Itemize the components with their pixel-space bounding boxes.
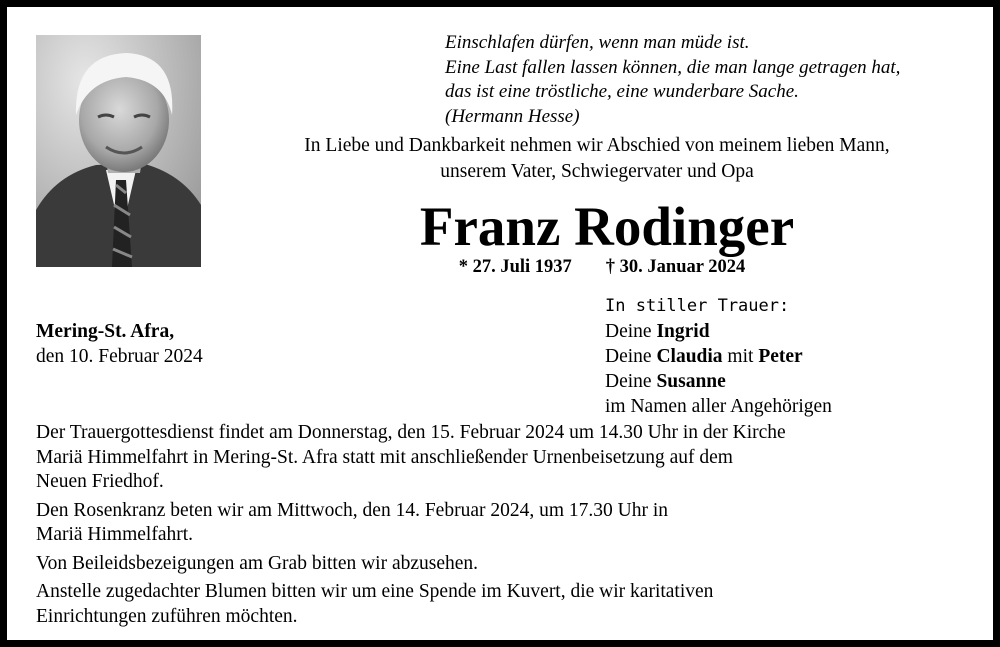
poem-quote [445,31,985,130]
mourner-name: Ingrid [656,321,710,342]
mourner-line [605,344,832,369]
mourner-prefix: Deine [605,371,652,392]
place-and-date [36,319,203,369]
portrait-image [36,35,201,267]
mourner-prefix: Deine [605,321,652,342]
life-dates [217,257,987,278]
intro-line: In Liebe und Dankbarkeit nehmen wir Abschied von meinem lieben Mann, [304,135,890,156]
service-details [36,421,986,633]
intro-line: unserem Vater, Schwiegervater und Opa [440,160,754,182]
quote-line: Einschlafen dürfen, wenn man müde ist. [445,32,750,53]
text-line: Der Trauergottesdienst findet am Donnerstag, den 15. Februar 2024 um 14.30 Uhr in der Kirche [36,422,786,443]
death-date: † 30. Januar 2024 [605,257,746,277]
text-line: Mariä Himmelfahrt in Mering-St. Afra statt mit anschließender Urnenbeisetzung auf dem [36,446,733,468]
rosary-paragraph [36,499,986,548]
text-line: Den Rosenkranz beten wir am Mittwoch, den 14. Februar 2024, um 17.30 Uhr in [36,499,668,521]
text-line: Von Beileidsbezeigungen am Grab bitten wir abzusehen. [36,552,479,574]
text-line: Einrichtungen zuführen möchten. [36,605,298,627]
quote-author: (Hermann Hesse) [445,106,580,128]
birth-date: * 27. Juli 1937 [458,257,572,277]
mourner-name: Susanne [656,371,726,392]
service-paragraph [36,421,986,495]
text-line: Anstelle zugedachter Blumen bitten wir um eine Spende im Kuvert, die wir karitativen [36,581,714,602]
mourners-list [605,294,832,419]
mourners-heading: In stiller Trauer: [605,296,790,316]
quote-line: Eine Last fallen lassen können, die man lange getragen hat, [445,56,901,78]
donation-paragraph [36,580,986,629]
quote-line: das ist eine tröstliche, eine wunderbare Sache. [445,81,799,103]
portrait-photo [36,35,201,267]
text-line: Neuen Friedhof. [36,471,164,492]
mourner-line [605,319,832,344]
deceased-name: Franz Rodinger [419,196,795,257]
condolences-paragraph [36,552,986,577]
mourner-name: Claudia [656,346,723,367]
mourner-prefix: Deine [605,346,652,367]
intro-text [217,133,977,184]
mourner-relatives: im Namen aller Angehörigen [605,396,832,417]
text-line: Mariä Himmelfahrt. [36,524,194,545]
notice-date: den 10. Februar 2024 [36,346,203,367]
mourner-line [605,369,832,394]
mourner-connector: mit [727,346,754,367]
mourner-name: Peter [758,346,803,367]
place-name: Mering-St. Afra, [36,321,175,342]
